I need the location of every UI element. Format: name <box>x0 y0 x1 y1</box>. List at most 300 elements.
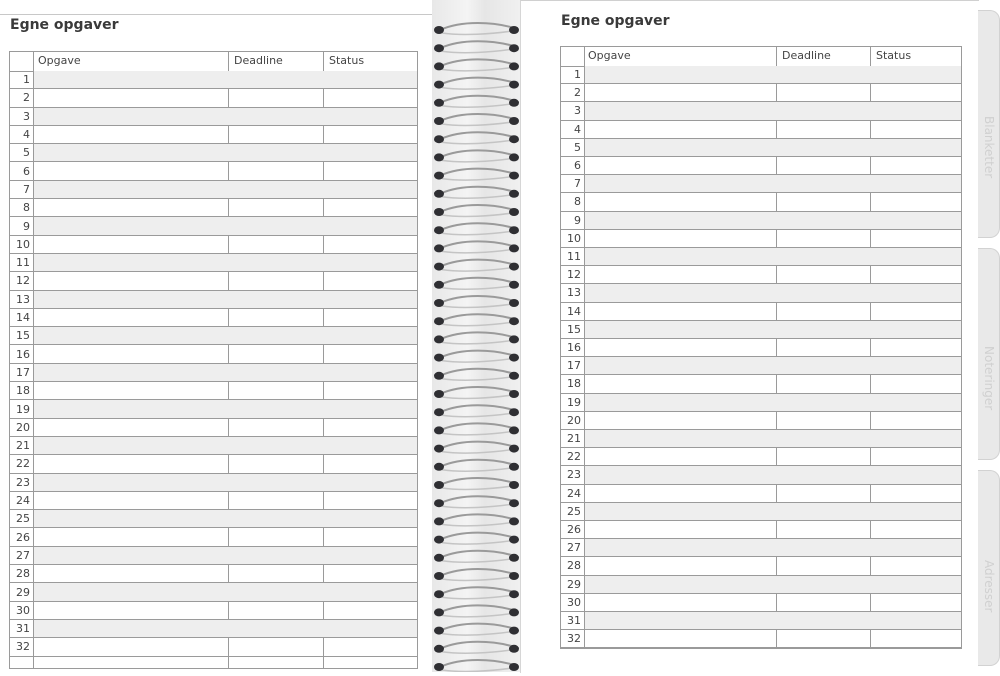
coil-loop <box>509 499 519 507</box>
row-number: 28 <box>16 567 30 581</box>
coil-loop <box>434 226 444 234</box>
cell-status[interactable] <box>324 309 417 326</box>
coil-loop <box>509 372 519 380</box>
cell-opgave[interactable] <box>585 321 776 338</box>
cell-opgave[interactable] <box>585 412 776 429</box>
coil-wire-back <box>442 522 512 525</box>
cell-deadline[interactable] <box>777 394 870 411</box>
cell-status[interactable] <box>324 291 417 308</box>
cell-status[interactable] <box>324 254 417 271</box>
cell-opgave[interactable] <box>34 419 228 436</box>
table-row <box>561 157 961 175</box>
coil-loop <box>434 135 444 143</box>
row-number: 12 <box>16 274 30 288</box>
cell-deadline[interactable] <box>777 157 870 174</box>
coil-wire-back <box>442 541 512 544</box>
row-number: 7 <box>23 182 30 196</box>
cell-status[interactable] <box>324 364 417 381</box>
cell-status[interactable] <box>871 66 961 83</box>
cell-deadline[interactable] <box>777 412 870 429</box>
row-number: 9 <box>574 213 581 227</box>
cell-status[interactable] <box>324 108 417 125</box>
coil-loop <box>434 463 444 471</box>
coil-loop <box>434 81 444 89</box>
coil-wire <box>440 642 514 649</box>
table-row <box>10 272 417 290</box>
cell-deadline[interactable] <box>777 84 870 101</box>
cell-deadline[interactable] <box>229 455 323 472</box>
cell-opgave[interactable] <box>34 510 228 527</box>
cell-opgave[interactable] <box>585 248 776 265</box>
table-row <box>10 236 417 254</box>
cell-deadline[interactable] <box>777 375 870 392</box>
table-row <box>10 291 417 309</box>
row-number: 12 <box>567 268 581 282</box>
cell-opgave[interactable] <box>34 181 228 198</box>
cell-deadline[interactable] <box>229 400 323 417</box>
cell-status[interactable] <box>324 510 417 527</box>
cell-opgave[interactable] <box>34 529 228 546</box>
cell-status[interactable] <box>324 583 417 600</box>
table-row <box>561 612 961 630</box>
cell-opgave[interactable] <box>34 474 228 491</box>
cell-status[interactable] <box>324 419 417 436</box>
row-number: 19 <box>567 395 581 409</box>
cell-status[interactable] <box>871 230 961 247</box>
coil-loop <box>434 99 444 107</box>
cell-status[interactable] <box>871 248 961 265</box>
row-number: 18 <box>16 384 30 398</box>
cell-status[interactable] <box>324 565 417 582</box>
cell-deadline[interactable] <box>777 594 870 611</box>
cell-opgave[interactable] <box>585 394 776 411</box>
row-number: 5 <box>574 140 581 154</box>
coil-wire-back <box>442 158 512 161</box>
table-row <box>561 175 961 193</box>
row-number: 25 <box>16 512 30 526</box>
cell-opgave[interactable] <box>34 309 228 326</box>
cell-status[interactable] <box>871 521 961 538</box>
divider-tab-noteringer[interactable] <box>978 248 1000 460</box>
cell-status[interactable] <box>324 382 417 399</box>
coil-wire <box>440 114 514 121</box>
coil-wire <box>440 496 514 503</box>
coil-loop <box>434 190 444 198</box>
cell-status[interactable] <box>324 602 417 619</box>
coil-wire <box>440 569 514 576</box>
cell-deadline[interactable] <box>777 448 870 465</box>
row-number: 32 <box>16 640 30 654</box>
cell-deadline[interactable] <box>777 612 870 629</box>
cell-opgave[interactable] <box>34 400 228 417</box>
row-number: 1 <box>574 68 581 82</box>
cell-status[interactable] <box>871 357 961 374</box>
cell-deadline[interactable] <box>229 510 323 527</box>
coil-wire <box>440 296 514 303</box>
cell-deadline[interactable] <box>777 503 870 520</box>
table-row <box>10 565 417 583</box>
cell-status[interactable] <box>324 126 417 143</box>
row-number: 4 <box>23 128 30 142</box>
cell-status[interactable] <box>871 212 961 229</box>
cell-opgave[interactable] <box>585 485 776 502</box>
coil-wire <box>440 460 514 467</box>
cell-opgave[interactable] <box>585 339 776 356</box>
cell-opgave[interactable] <box>585 630 776 647</box>
cell-opgave[interactable] <box>34 547 228 564</box>
cell-opgave[interactable] <box>34 638 228 655</box>
cell-deadline[interactable] <box>229 583 323 600</box>
cell-opgave[interactable] <box>585 539 776 556</box>
row-number: 16 <box>567 341 581 355</box>
cell-deadline[interactable] <box>229 565 323 582</box>
cell-deadline[interactable] <box>229 163 323 180</box>
cell-opgave[interactable] <box>34 71 228 88</box>
cell-status[interactable] <box>871 193 961 210</box>
table-row <box>10 583 417 601</box>
cell-status[interactable] <box>871 539 961 556</box>
cell-status[interactable] <box>871 594 961 611</box>
cell-status[interactable] <box>324 163 417 180</box>
cell-status[interactable] <box>871 394 961 411</box>
cell-deadline[interactable] <box>777 193 870 210</box>
coil-loop <box>509 572 519 580</box>
coil-wire <box>440 205 514 212</box>
table-row <box>10 144 417 162</box>
cell-deadline[interactable] <box>229 272 323 289</box>
cell-opgave[interactable] <box>34 346 228 363</box>
cell-opgave[interactable] <box>585 303 776 320</box>
cell-deadline[interactable] <box>777 557 870 574</box>
cell-deadline[interactable] <box>777 175 870 192</box>
coil-wire-back <box>442 577 512 580</box>
table-row <box>10 638 417 656</box>
table-row <box>10 199 417 217</box>
row-number: 13 <box>16 292 30 306</box>
coil-wire <box>440 387 514 394</box>
cell-opgave[interactable] <box>585 557 776 574</box>
divider-tab-adresser[interactable] <box>978 470 1000 666</box>
row-number: 14 <box>16 311 30 325</box>
cell-opgave[interactable] <box>34 108 228 125</box>
table-row <box>561 84 961 102</box>
cell-opgave[interactable] <box>34 382 228 399</box>
cell-opgave[interactable] <box>585 121 776 138</box>
cell-opgave[interactable] <box>34 199 228 216</box>
cell-opgave[interactable] <box>585 266 776 283</box>
cell-status[interactable] <box>871 121 961 138</box>
coil-wire-back <box>442 177 512 180</box>
divider-tab-blanketter[interactable] <box>978 10 1000 238</box>
coil-loop <box>434 153 444 161</box>
cell-deadline[interactable] <box>229 144 323 161</box>
cell-opgave[interactable] <box>34 89 228 106</box>
row-number: 29 <box>16 585 30 599</box>
cell-deadline[interactable] <box>229 71 323 88</box>
cell-deadline[interactable] <box>229 474 323 491</box>
cell-opgave[interactable] <box>34 327 228 344</box>
cell-status[interactable] <box>324 474 417 491</box>
cell-deadline[interactable] <box>777 321 870 338</box>
cell-status[interactable] <box>871 375 961 392</box>
cell-status[interactable] <box>871 485 961 502</box>
coil-loop <box>509 244 519 252</box>
coil-loop <box>434 317 444 325</box>
row-number: 20 <box>567 413 581 427</box>
cell-status[interactable] <box>324 199 417 216</box>
cell-status[interactable] <box>324 144 417 161</box>
row-number: 6 <box>574 159 581 173</box>
cell-status[interactable] <box>871 139 961 156</box>
cell-status[interactable] <box>871 557 961 574</box>
cell-deadline[interactable] <box>229 181 323 198</box>
cell-opgave[interactable] <box>34 492 228 509</box>
cell-status[interactable] <box>324 400 417 417</box>
row-number: 26 <box>16 530 30 544</box>
cell-deadline[interactable] <box>229 327 323 344</box>
cell-status[interactable] <box>871 466 961 483</box>
cell-deadline[interactable] <box>229 236 323 253</box>
cell-deadline[interactable] <box>777 102 870 119</box>
cell-deadline[interactable] <box>777 248 870 265</box>
cell-opgave[interactable] <box>585 157 776 174</box>
cell-opgave[interactable] <box>585 594 776 611</box>
cell-opgave[interactable] <box>585 521 776 538</box>
tab-label: Blanketter <box>982 116 996 179</box>
cell-status[interactable] <box>871 412 961 429</box>
row-number: 24 <box>567 486 581 500</box>
cell-deadline[interactable] <box>777 121 870 138</box>
table-row <box>561 266 961 284</box>
coil-loop <box>434 572 444 580</box>
cell-status[interactable] <box>324 492 417 509</box>
table-header <box>561 47 961 67</box>
coil-loop <box>434 481 444 489</box>
coil-loop <box>434 372 444 380</box>
cell-status[interactable] <box>324 455 417 472</box>
cell-deadline[interactable] <box>229 217 323 234</box>
row-number: 2 <box>23 91 30 105</box>
cell-opgave[interactable] <box>585 466 776 483</box>
cell-opgave[interactable] <box>34 163 228 180</box>
cell-deadline[interactable] <box>229 620 323 637</box>
cell-status[interactable] <box>871 321 961 338</box>
coil-loop <box>434 590 444 598</box>
cell-opgave[interactable] <box>585 230 776 247</box>
coil-loop <box>509 26 519 34</box>
cell-opgave[interactable] <box>585 175 776 192</box>
cell-opgave[interactable] <box>34 272 228 289</box>
coil-wire-back <box>442 322 512 325</box>
cell-opgave[interactable] <box>34 217 228 234</box>
cell-deadline[interactable] <box>777 357 870 374</box>
cell-opgave[interactable] <box>34 437 228 454</box>
table-row <box>10 492 417 510</box>
cell-deadline[interactable] <box>777 66 870 83</box>
cell-status[interactable] <box>324 346 417 363</box>
cell-deadline[interactable] <box>777 303 870 320</box>
cell-status[interactable] <box>871 102 961 119</box>
cell-opgave[interactable] <box>585 448 776 465</box>
coil-wire <box>440 423 514 430</box>
cell-status[interactable] <box>871 303 961 320</box>
cell-status[interactable] <box>324 638 417 655</box>
coil-wire <box>440 351 514 358</box>
coil-wire <box>440 41 514 48</box>
table-row <box>561 193 961 211</box>
cell-deadline[interactable] <box>777 539 870 556</box>
table-row <box>10 400 417 418</box>
cell-deadline[interactable] <box>229 89 323 106</box>
cell-deadline[interactable] <box>777 230 870 247</box>
coil-loop <box>509 390 519 398</box>
cell-status[interactable] <box>324 89 417 106</box>
cell-status[interactable] <box>871 503 961 520</box>
row-number: 11 <box>567 250 581 264</box>
cell-opgave[interactable] <box>585 139 776 156</box>
cell-deadline[interactable] <box>229 437 323 454</box>
cell-deadline[interactable] <box>229 492 323 509</box>
cell-status[interactable] <box>871 266 961 283</box>
table-row <box>10 254 417 272</box>
coil-loop <box>434 554 444 562</box>
cell-opgave[interactable] <box>34 364 228 381</box>
row-number: 28 <box>567 559 581 573</box>
cell-deadline[interactable] <box>229 602 323 619</box>
cell-status[interactable] <box>324 181 417 198</box>
coil-wire <box>440 624 514 631</box>
coil-loop <box>509 463 519 471</box>
cell-deadline[interactable] <box>229 126 323 143</box>
cell-status[interactable] <box>324 620 417 637</box>
cell-opgave[interactable] <box>585 212 776 229</box>
table-row <box>10 364 417 382</box>
cell-status[interactable] <box>871 630 961 647</box>
cell-opgave[interactable] <box>34 583 228 600</box>
cell-deadline[interactable] <box>229 529 323 546</box>
cell-deadline[interactable] <box>777 466 870 483</box>
right-notebook-page <box>520 0 979 673</box>
cell-status[interactable] <box>324 236 417 253</box>
cell-status[interactable] <box>871 157 961 174</box>
cell-opgave[interactable] <box>585 66 776 83</box>
cell-deadline[interactable] <box>229 346 323 363</box>
row-number: 27 <box>16 548 30 562</box>
cell-deadline[interactable] <box>777 576 870 593</box>
cell-opgave[interactable] <box>34 236 228 253</box>
cell-opgave[interactable] <box>34 144 228 161</box>
cell-deadline[interactable] <box>229 108 323 125</box>
cell-opgave[interactable] <box>34 620 228 637</box>
cell-status[interactable] <box>871 339 961 356</box>
coil-loop <box>434 426 444 434</box>
cell-opgave[interactable] <box>34 602 228 619</box>
cell-status[interactable] <box>871 284 961 301</box>
column-header-opgave: Opgave <box>38 54 81 67</box>
cell-status[interactable] <box>871 612 961 629</box>
cell-opgave[interactable] <box>585 357 776 374</box>
cell-deadline[interactable] <box>229 199 323 216</box>
spiral-coil-graphic <box>432 0 520 672</box>
cell-deadline[interactable] <box>229 419 323 436</box>
cell-status[interactable] <box>871 84 961 101</box>
cell-status[interactable] <box>871 175 961 192</box>
cell-status[interactable] <box>324 327 417 344</box>
cell-deadline[interactable] <box>229 638 323 655</box>
coil-wire-back <box>442 632 512 635</box>
coil-loop <box>434 517 444 525</box>
cell-opgave[interactable] <box>585 193 776 210</box>
cell-deadline[interactable] <box>777 630 870 647</box>
cell-deadline[interactable] <box>777 212 870 229</box>
coil-loop <box>509 335 519 343</box>
table-row <box>10 181 417 199</box>
cell-opgave[interactable] <box>34 455 228 472</box>
row-number: 19 <box>16 402 30 416</box>
cell-opgave[interactable] <box>585 84 776 101</box>
cell-status[interactable] <box>871 576 961 593</box>
cell-deadline[interactable] <box>229 309 323 326</box>
cell-opgave[interactable] <box>34 254 228 271</box>
cell-status[interactable] <box>324 217 417 234</box>
cell-status[interactable] <box>871 430 961 447</box>
coil-wire-back <box>442 268 512 271</box>
cell-deadline[interactable] <box>229 382 323 399</box>
coil-loop <box>434 627 444 635</box>
cell-opgave[interactable] <box>585 284 776 301</box>
table-row <box>561 375 961 393</box>
cell-deadline[interactable] <box>229 291 323 308</box>
cell-deadline[interactable] <box>777 266 870 283</box>
cell-opgave[interactable] <box>585 375 776 392</box>
cell-status[interactable] <box>324 437 417 454</box>
row-number: 23 <box>16 475 30 489</box>
cell-deadline[interactable] <box>777 284 870 301</box>
cell-status[interactable] <box>871 448 961 465</box>
coil-loop <box>509 426 519 434</box>
cell-opgave[interactable] <box>585 430 776 447</box>
cell-deadline[interactable] <box>229 547 323 564</box>
cell-status[interactable] <box>324 272 417 289</box>
coil-wire <box>440 660 514 667</box>
cell-deadline[interactable] <box>229 364 323 381</box>
cell-status[interactable] <box>324 529 417 546</box>
coil-wire <box>440 59 514 66</box>
cell-deadline[interactable] <box>777 139 870 156</box>
cell-deadline[interactable] <box>777 339 870 356</box>
cell-status[interactable] <box>324 547 417 564</box>
cell-opgave[interactable] <box>585 612 776 629</box>
cell-opgave[interactable] <box>585 503 776 520</box>
cell-opgave[interactable] <box>585 576 776 593</box>
column-header-deadline: Deadline <box>782 49 831 62</box>
cell-deadline[interactable] <box>777 485 870 502</box>
cell-opgave[interactable] <box>34 291 228 308</box>
table-row <box>561 339 961 357</box>
coil-loop <box>509 299 519 307</box>
cell-opgave[interactable] <box>34 126 228 143</box>
coil-wire-back <box>442 559 512 562</box>
cell-deadline[interactable] <box>777 430 870 447</box>
cell-opgave[interactable] <box>34 565 228 582</box>
cell-deadline[interactable] <box>229 254 323 271</box>
table-row <box>561 521 961 539</box>
row-number: 3 <box>23 109 30 123</box>
cell-status[interactable] <box>324 71 417 88</box>
cell-opgave[interactable] <box>585 102 776 119</box>
table-row <box>561 102 961 120</box>
cell-deadline[interactable] <box>777 521 870 538</box>
